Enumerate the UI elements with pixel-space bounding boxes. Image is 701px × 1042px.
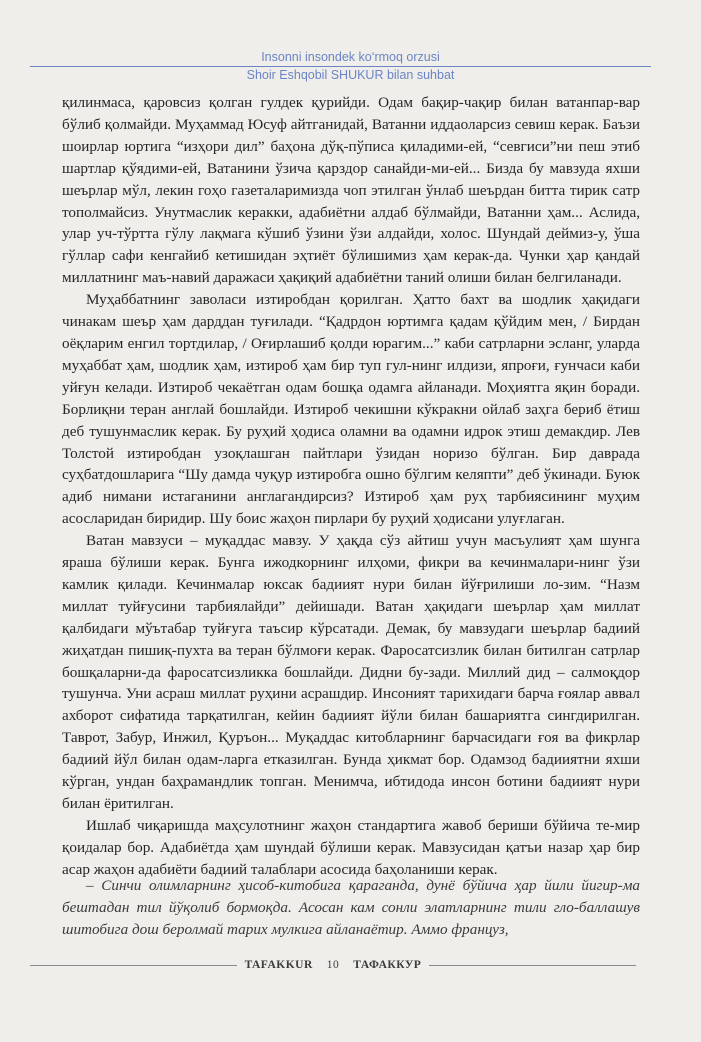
paragraph: Муҳаббатнинг заволаси изтиробдан қорилган. Ҳатто бахт ва шодлик ҳақидаги чинакам шеър ҳам дарддан туғилади. “Қадрдон юртимга қадам қўйдим мен, / Бирдан оёқларим енгил тортдилар, / Оғирлашиб қолди юрагим...” каби сатрларни эсланг, уларда муҳаббат ҳам, шодлик ҳам, изтироб ҳам бир туп гул-нинг илдизи, япроғи, ғунчаси каби уйғун келади. Изтироб чекаётган одам бошқа одамга айланади. Моҳиятга яқин боради. Борлиқни теран англай бошлайди. Изтироб чекишни кўкракни ойлаб заҳга бериб ётиш деб тушунмаслик керак. Бу руҳий ҳодиса оламни ва одамни идрок этиш демакдир. Лев Толстой изтиробдан узоқлашган пайтлари ўзидан норизо бўлган. Бир даврада суҳбатдошларига “Шу дамда чуқур изтиробга ошно бўлгим келяпти” деб ўкинади. Буюк адиб нимани истаганини англагандирсиз? Изтироб ҳам руҳ тарбиясининг муҳим асосларидан биридир. Шу боис жаҳон пирлари бу руҳий ҳодисани улуғлаган. xyxy=(62,291,640,528)
interview-question xyxy=(62,875,640,941)
header-title: Insonni insondek ko‘rmoq orzusi xyxy=(261,50,440,64)
question-text: – Синчи олимларнинг ҳисоб-китобига қараганда, дунё бўйича ҳар йили йигир-ма бештадан тил йўқолиб бормоқда. Асосан кам сонли элатларнинг тили гло-баллашув шитобига дош беролмай тарих мулкига айланаётир. Аммо француз, xyxy=(62,877,640,938)
footer-label-cyrillic: ТАФАККУР xyxy=(353,959,422,971)
running-header xyxy=(0,50,701,83)
article-body xyxy=(62,92,640,881)
footer-rule-right xyxy=(429,965,636,966)
page-number: 10 xyxy=(326,959,340,971)
footer-label-latin: TAFAKKUR xyxy=(244,959,313,971)
paragraph: Ишлаб чиқаришда маҳсулотнинг жаҳон стандартига жавоб бериши бўйича те-мир қоидалар бор. Адабиётда ҳам шундай бўлиши керак. Мавзусидан қатъи назар ҳар бир асар жаҳон адабиёти бадиий талаблари асосида баҳоланиши керак. xyxy=(62,816,640,878)
footer-rule-left xyxy=(30,965,237,966)
paragraph: Ватан мавзуси – муқаддас мавзу. У ҳақда сўз айтиш учун масъулият ҳам шунга яраша бўлиши керак. Бунга ижодкорнинг илҳоми, фикри ва кечинмалари-нинг ўзи камлик қилади. Кечинмалар юксак бадиият нури билан йўғрилиши ло-зим. “Назм миллат туйғусини тарбиялайди” дейишади. Ватан ҳақидаги шеърлар ҳам миллат қалбидаги мўътабар туйғуга таъсир кўрсатади. Демак, бу мавзудаги шеърлар бадиий жиҳатдан пишиқ-пухта ва теран бўлмоғи керак. Фаросатсизлик билан битилган сатрлар бошқаларни-да фаросатсизликка бошлайди. Дидни бу-зади. Миллий дид – салмоқдор тушунча. Уни асраш миллат руҳини асрашдир. Инсоният тарихидаги барча ғоялар аввал ахборот сифатида тарқатилган, кейин бадиият йўли билан башариятга сингдирилган. Таврот, Забур, Инжил, Қуръон... Муқаддас китобларнинг барчасидаги ғоя ва фикрлар бадиий йўл билан одам-ларга етказилган. Бунда ҳикмат бор. Одамзод бадииятни яхши кўрган, ундан баҳрамандлик топган. Менимча, ибтидода инсон ботини бадиият нури билан ёритилган. xyxy=(62,532,640,812)
page-footer xyxy=(30,959,636,971)
header-rule xyxy=(30,66,651,67)
paragraph: қилинмаса, қаровсиз қолган гулдек қурийди. Одам бақир-чақир билан ватанпар-вар бўлиб қолмайди. Муҳаммад Юсуф айтганидай, Ватанни иддаоларсиз севиш керак. Баъзи шоирлар юртига “изҳори дил” баҳона дўқ-пўписа қиладими-ей, “севгиси”ни пеш этиб шартлар қўядими-ей, Ватанини ўзича қарздор санайди-ми-ей... Бизда бу мавзуда яхши шеърлар мўл, лекин гоҳо газеталаримизда чоп этилган ўнлаб шеърдан битта тирик сатр тополмайсиз. Унутмаслик керакки, адабиётни алдаб бўлмайди, Ватанни ҳам... Аслида, улар уч-тўртта гўлу лақмага кўшиб ўзини ўзи алдайди, холос. Шундай деймиз-у, ўша гўллар сафи кенгайиб кетишидан эҳтиёт бўлишимиз ҳам керак-да. Чунки ҳар қандай миллатнинг маъ-навий даражаси ҳақиқий адабиётни таний олиши билан белгиланади. xyxy=(62,94,640,287)
header-subtitle: Shoir Eshqobil SHUKUR bilan suhbat xyxy=(246,68,455,82)
